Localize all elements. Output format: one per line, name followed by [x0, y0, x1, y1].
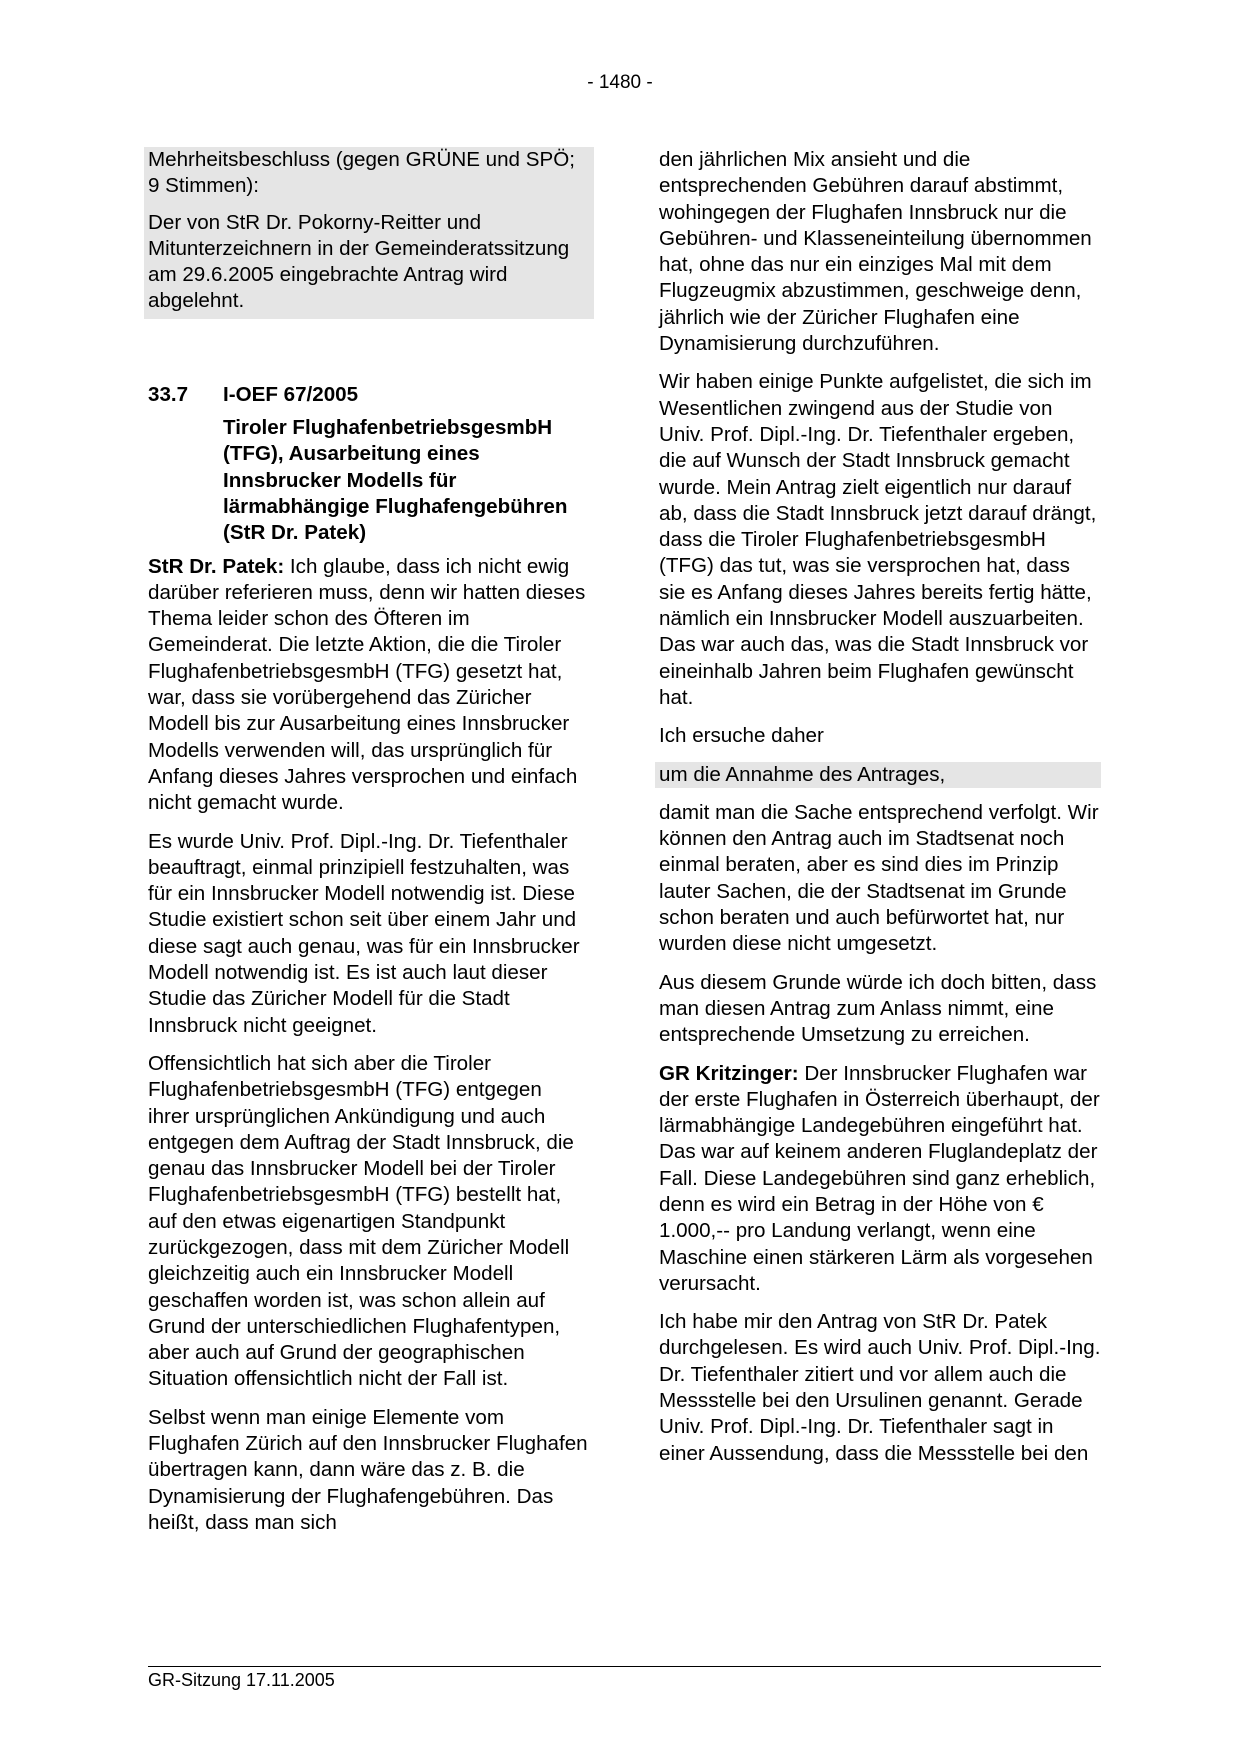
- paragraph-patek-1: [148, 554, 588, 817]
- paragraph-4: Selbst wenn man einige Elemente vom Flughafen Zürich auf den Innsbrucker Flughafen übertragen kann, dann wäre das z. B. die Dynamisierung der Flughafengebühren. Das heißt, dass man sich: [148, 1405, 588, 1534]
- paragraph-10: Ich habe mir den Antrag von StR Dr. Patek durchgelesen. Es wird auch Univ. Prof. Dipl.-Ing. Dr. Tiefenthaler zitiert und vor allem auch die Messstelle bei den Ursulinen genannt. Gerade Univ. Prof. Dipl.-Ing. Dr. Tiefenthaler sagt in einer Aussendung, dass die Messstelle bei den: [659, 1310, 1101, 1465]
- paragraph-9: Aus diesem Grunde würde ich doch bitten, dass man diesen Antrag zum Anlass nimmt, eine entsprechende Umsetzung zu erreichen.: [659, 970, 1097, 1047]
- motion-highlight: um die Annahme des Antrages,: [655, 762, 1101, 788]
- paragraph-7: Ich ersuche daher: [659, 724, 824, 748]
- speaker-name: GR Kritzinger:: [659, 1061, 799, 1085]
- agenda-item-code: I-OEF 67/2005: [223, 382, 359, 406]
- agenda-item-heading: [148, 382, 588, 408]
- paragraph-2: Es wurde Univ. Prof. Dipl.-Ing. Dr. Tiefenthaler beauftragt, einmal prinzipiell festzuhalten, was für ein Innsbrucker Modell notwendig ist. Diese Studie existiert schon seit über einem Jahr und diese sagt auch genau, was für ein Innsbrucker Modell notwendig ist. Es ist auch laut dieser Studie das Züricher Modell für die Stadt Innsbruck nicht geeignet.: [148, 829, 580, 1037]
- paragraph-5: den jährlichen Mix ansieht und die entsprechenden Gebühren darauf abstimmt, wohingegen der Flughafen Innsbruck nur die Gebühren- und Klasseneinteilung übernommen hat, ohne das nur ein einziges Mal mit dem Flugzeugmix abzustimmen, geschweige denn, jährlich wie der Züricher Flughafen eine Dynamisierung durchzuführen.: [659, 148, 1092, 356]
- decision-vote: Mehrheitsbeschluss (gegen GRÜNE und SPÖ; 9 Stimmen):: [148, 148, 575, 198]
- agenda-item-title: Tiroler FlughafenbetriebsgesmbH (TFG), Ausarbeitung eines Innsbrucker Modells für lärmabhängige Flughafengebühren (StR Dr. Patek): [223, 416, 568, 545]
- paragraph-text: Der Innsbrucker Flughafen war der erste Flughafen in Österreich überhaupt, der lärmabhängige Landegebühren eingeführt hat. Das war auf keinem anderen Fluglandeplatz der Fall. Diese Landegebühren sind ganz erheblich, denn es wird ein Betrag in der Höhe von € 1.000,-- pro Landung verlangt, wenn eine Maschine einen stärkeren Lärm als vorgesehen verursacht.: [659, 1061, 1100, 1295]
- footer-session-date: GR-Sitzung 17.11.2005: [148, 1670, 335, 1690]
- paragraph-8: damit man die Sache entsprechend verfolgt. Wir können den Antrag auch im Stadtsenat noch einmal beraten, aber es sind dies im Prinzip lauter Sachen, die der Stadtsenat im Grunde schon beraten und auch befürwortet hat, nur wurden diese nicht umgesetzt.: [659, 800, 1099, 956]
- agenda-item-number: 33.7: [148, 382, 189, 406]
- footer-divider: [148, 1666, 1101, 1667]
- paragraph-text: Ich glaube, dass ich nicht ewig darüber referieren muss, denn wir hatten dieses Thema leider schon des Öfteren im Gemeinderat. Die letzte Aktion, die die Tiroler FlughafenbetriebsgesmbH (TFG) gesetzt hat, war, dass sie vorübergehend das Züricher Modell bis zur Ausarbeitung eines Innsbrucker Modells verwenden will, das ursprünglich für Anfang dieses Jahres versprochen und einfach nicht gemacht wurde.: [148, 554, 586, 815]
- speaker-name: StR Dr. Patek:: [148, 554, 285, 578]
- paragraph-6: Wir haben einige Punkte aufgelistet, die sich im Wesentlichen zwingend aus der Studie von Univ. Prof. Dipl.-Ing. Dr. Tiefenthaler ergeben, die auf Wunsch der Stadt Innsbruck gemacht wurde. Mein Antrag zielt eigentlich nur darauf ab, dass die Stadt Innsbruck jetzt darauf drängt, dass die Tiroler FlughafenbetriebsgesmbH (TFG) das tut, was sie versprochen hat, dass sie es Anfang dieses Jahres bereits fertig hätte, nämlich ein Innsbrucker Modell auszuarbeiten. Das war auch das, was die Stadt Innsbruck vor eineinhalb Jahren beim Flughafen gewünscht hat.: [659, 370, 1097, 709]
- paragraph-kritzinger-1: [659, 1061, 1101, 1298]
- left-column: [148, 147, 588, 1548]
- right-column: [659, 147, 1101, 1479]
- decision-box: [144, 147, 594, 319]
- page-number: - 1480 -: [587, 72, 653, 93]
- paragraph-3: Offensichtlich hat sich aber die Tiroler FlughafenbetriebsgesmbH (TFG) entgegen ihrer ursprünglichen Ankündigung und auch entgegen dem Auftrag der Stadt Innsbruck, die genau das Innsbrucker Modell bei der Tiroler FlughafenbetriebsgesmbH (TFG) bestellt hat, auf den etwas eigenartigen Standpunkt zurückgezogen, dass mit dem Züricher Modell gleichzeitig auch ein Innsbrucker Modell geschaffen worden ist, was schon allein auf Grund der unterschiedlichen Flughafentypen, aber auch auf Grund der geographischen Situation offensichtlich nicht der Fall ist.: [148, 1051, 574, 1391]
- decision-text: Der von StR Dr. Pokorny-Reitter und Mitunterzeichnern in der Gemeinderatssitzung am 29.6.2005 eingebrachte Antrag wird abgelehnt.: [148, 210, 570, 313]
